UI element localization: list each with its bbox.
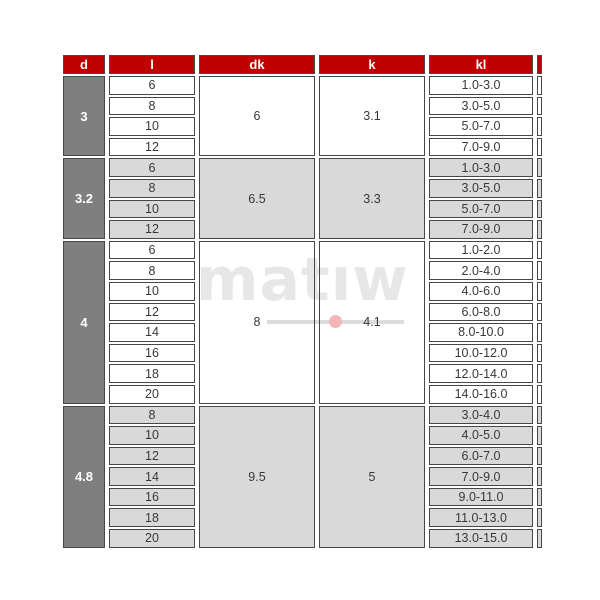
d-cell: 4.8 <box>63 406 105 548</box>
watermark-text: matıw <box>196 245 409 315</box>
kl-cell: 10.0-12.0 <box>429 344 533 363</box>
spacer-cell <box>537 261 542 280</box>
spacer-cell <box>537 488 542 507</box>
spacer-cell <box>537 385 542 404</box>
kl-cell: 8.0-10.0 <box>429 323 533 342</box>
spacer-cell <box>537 323 542 342</box>
kl-cell: 14.0-16.0 <box>429 385 533 404</box>
kl-cell: 12.0-14.0 <box>429 364 533 383</box>
l-cell: 12 <box>109 303 195 322</box>
k-cell: 5 <box>319 406 425 548</box>
header-cell-d: d <box>63 55 105 74</box>
spacer-cell <box>537 508 542 527</box>
spacer-cell <box>537 76 542 95</box>
spacer-cell <box>537 406 542 425</box>
d-cell: 4 <box>63 241 105 404</box>
l-cell: 8 <box>109 406 195 425</box>
dk-cell: 8 <box>199 241 315 404</box>
spacer-cell <box>537 529 542 548</box>
l-cell: 10 <box>109 282 195 301</box>
spacer-cell <box>537 364 542 383</box>
l-cell: 6 <box>109 241 195 260</box>
l-cell: 10 <box>109 117 195 136</box>
kl-cell: 6.0-7.0 <box>429 447 533 466</box>
kl-cell: 4.0-6.0 <box>429 282 533 301</box>
l-cell: 18 <box>109 364 195 383</box>
l-cell: 16 <box>109 344 195 363</box>
spacer-cell <box>537 138 542 157</box>
spacer-cell <box>537 117 542 136</box>
k-cell: 3.1 <box>319 76 425 156</box>
kl-cell: 11.0-13.0 <box>429 508 533 527</box>
l-cell: 12 <box>109 447 195 466</box>
kl-cell: 7.0-9.0 <box>429 138 533 157</box>
header-cell-l: l <box>109 55 195 74</box>
dk-cell: 6 <box>199 76 315 156</box>
spacer-cell <box>537 303 542 322</box>
kl-cell: 6.0-8.0 <box>429 303 533 322</box>
kl-cell: 2.0-4.0 <box>429 261 533 280</box>
header-spacer-cell <box>537 55 542 74</box>
l-cell: 10 <box>109 200 195 219</box>
kl-cell: 9.0-11.0 <box>429 488 533 507</box>
kl-cell: 4.0-5.0 <box>429 426 533 445</box>
l-cell: 8 <box>109 261 195 280</box>
header-cell-k: k <box>319 55 425 74</box>
dk-cell: 6.5 <box>199 158 315 238</box>
kl-cell: 1.0-2.0 <box>429 241 533 260</box>
kl-cell: 3.0-5.0 <box>429 97 533 116</box>
kl-cell: 1.0-3.0 <box>429 158 533 177</box>
header-cell-dk: dk <box>199 55 315 74</box>
d-cell: 3 <box>63 76 105 156</box>
kl-cell: 3.0-4.0 <box>429 406 533 425</box>
dk-cell: 9.5 <box>199 406 315 548</box>
kl-cell: 1.0-3.0 <box>429 76 533 95</box>
spacer-cell <box>537 200 542 219</box>
l-cell: 16 <box>109 488 195 507</box>
l-cell: 8 <box>109 179 195 198</box>
spacer-cell <box>537 158 542 177</box>
spacer-cell <box>537 447 542 466</box>
l-cell: 12 <box>109 138 195 157</box>
k-cell: 4.1 <box>319 241 425 404</box>
kl-cell: 3.0-5.0 <box>429 179 533 198</box>
kl-cell: 7.0-9.0 <box>429 467 533 486</box>
l-cell: 20 <box>109 385 195 404</box>
spacer-cell <box>537 344 542 363</box>
l-cell: 14 <box>109 467 195 486</box>
kl-cell: 5.0-7.0 <box>429 200 533 219</box>
kl-cell: 7.0-9.0 <box>429 220 533 239</box>
d-cell: 3.2 <box>63 158 105 238</box>
l-cell: 6 <box>109 76 195 95</box>
header-cell-kl: kl <box>429 55 533 74</box>
spacer-cell <box>537 467 542 486</box>
l-cell: 18 <box>109 508 195 527</box>
spacer-cell <box>537 179 542 198</box>
spacer-cell <box>537 220 542 239</box>
l-cell: 6 <box>109 158 195 177</box>
l-cell: 10 <box>109 426 195 445</box>
l-cell: 12 <box>109 220 195 239</box>
kl-cell: 5.0-7.0 <box>429 117 533 136</box>
l-cell: 20 <box>109 529 195 548</box>
k-cell: 3.3 <box>319 158 425 238</box>
spec-table <box>63 55 542 548</box>
spacer-cell <box>537 97 542 116</box>
spacer-cell <box>537 241 542 260</box>
spacer-cell <box>537 426 542 445</box>
kl-cell: 13.0-15.0 <box>429 529 533 548</box>
spacer-cell <box>537 282 542 301</box>
l-cell: 8 <box>109 97 195 116</box>
l-cell: 14 <box>109 323 195 342</box>
